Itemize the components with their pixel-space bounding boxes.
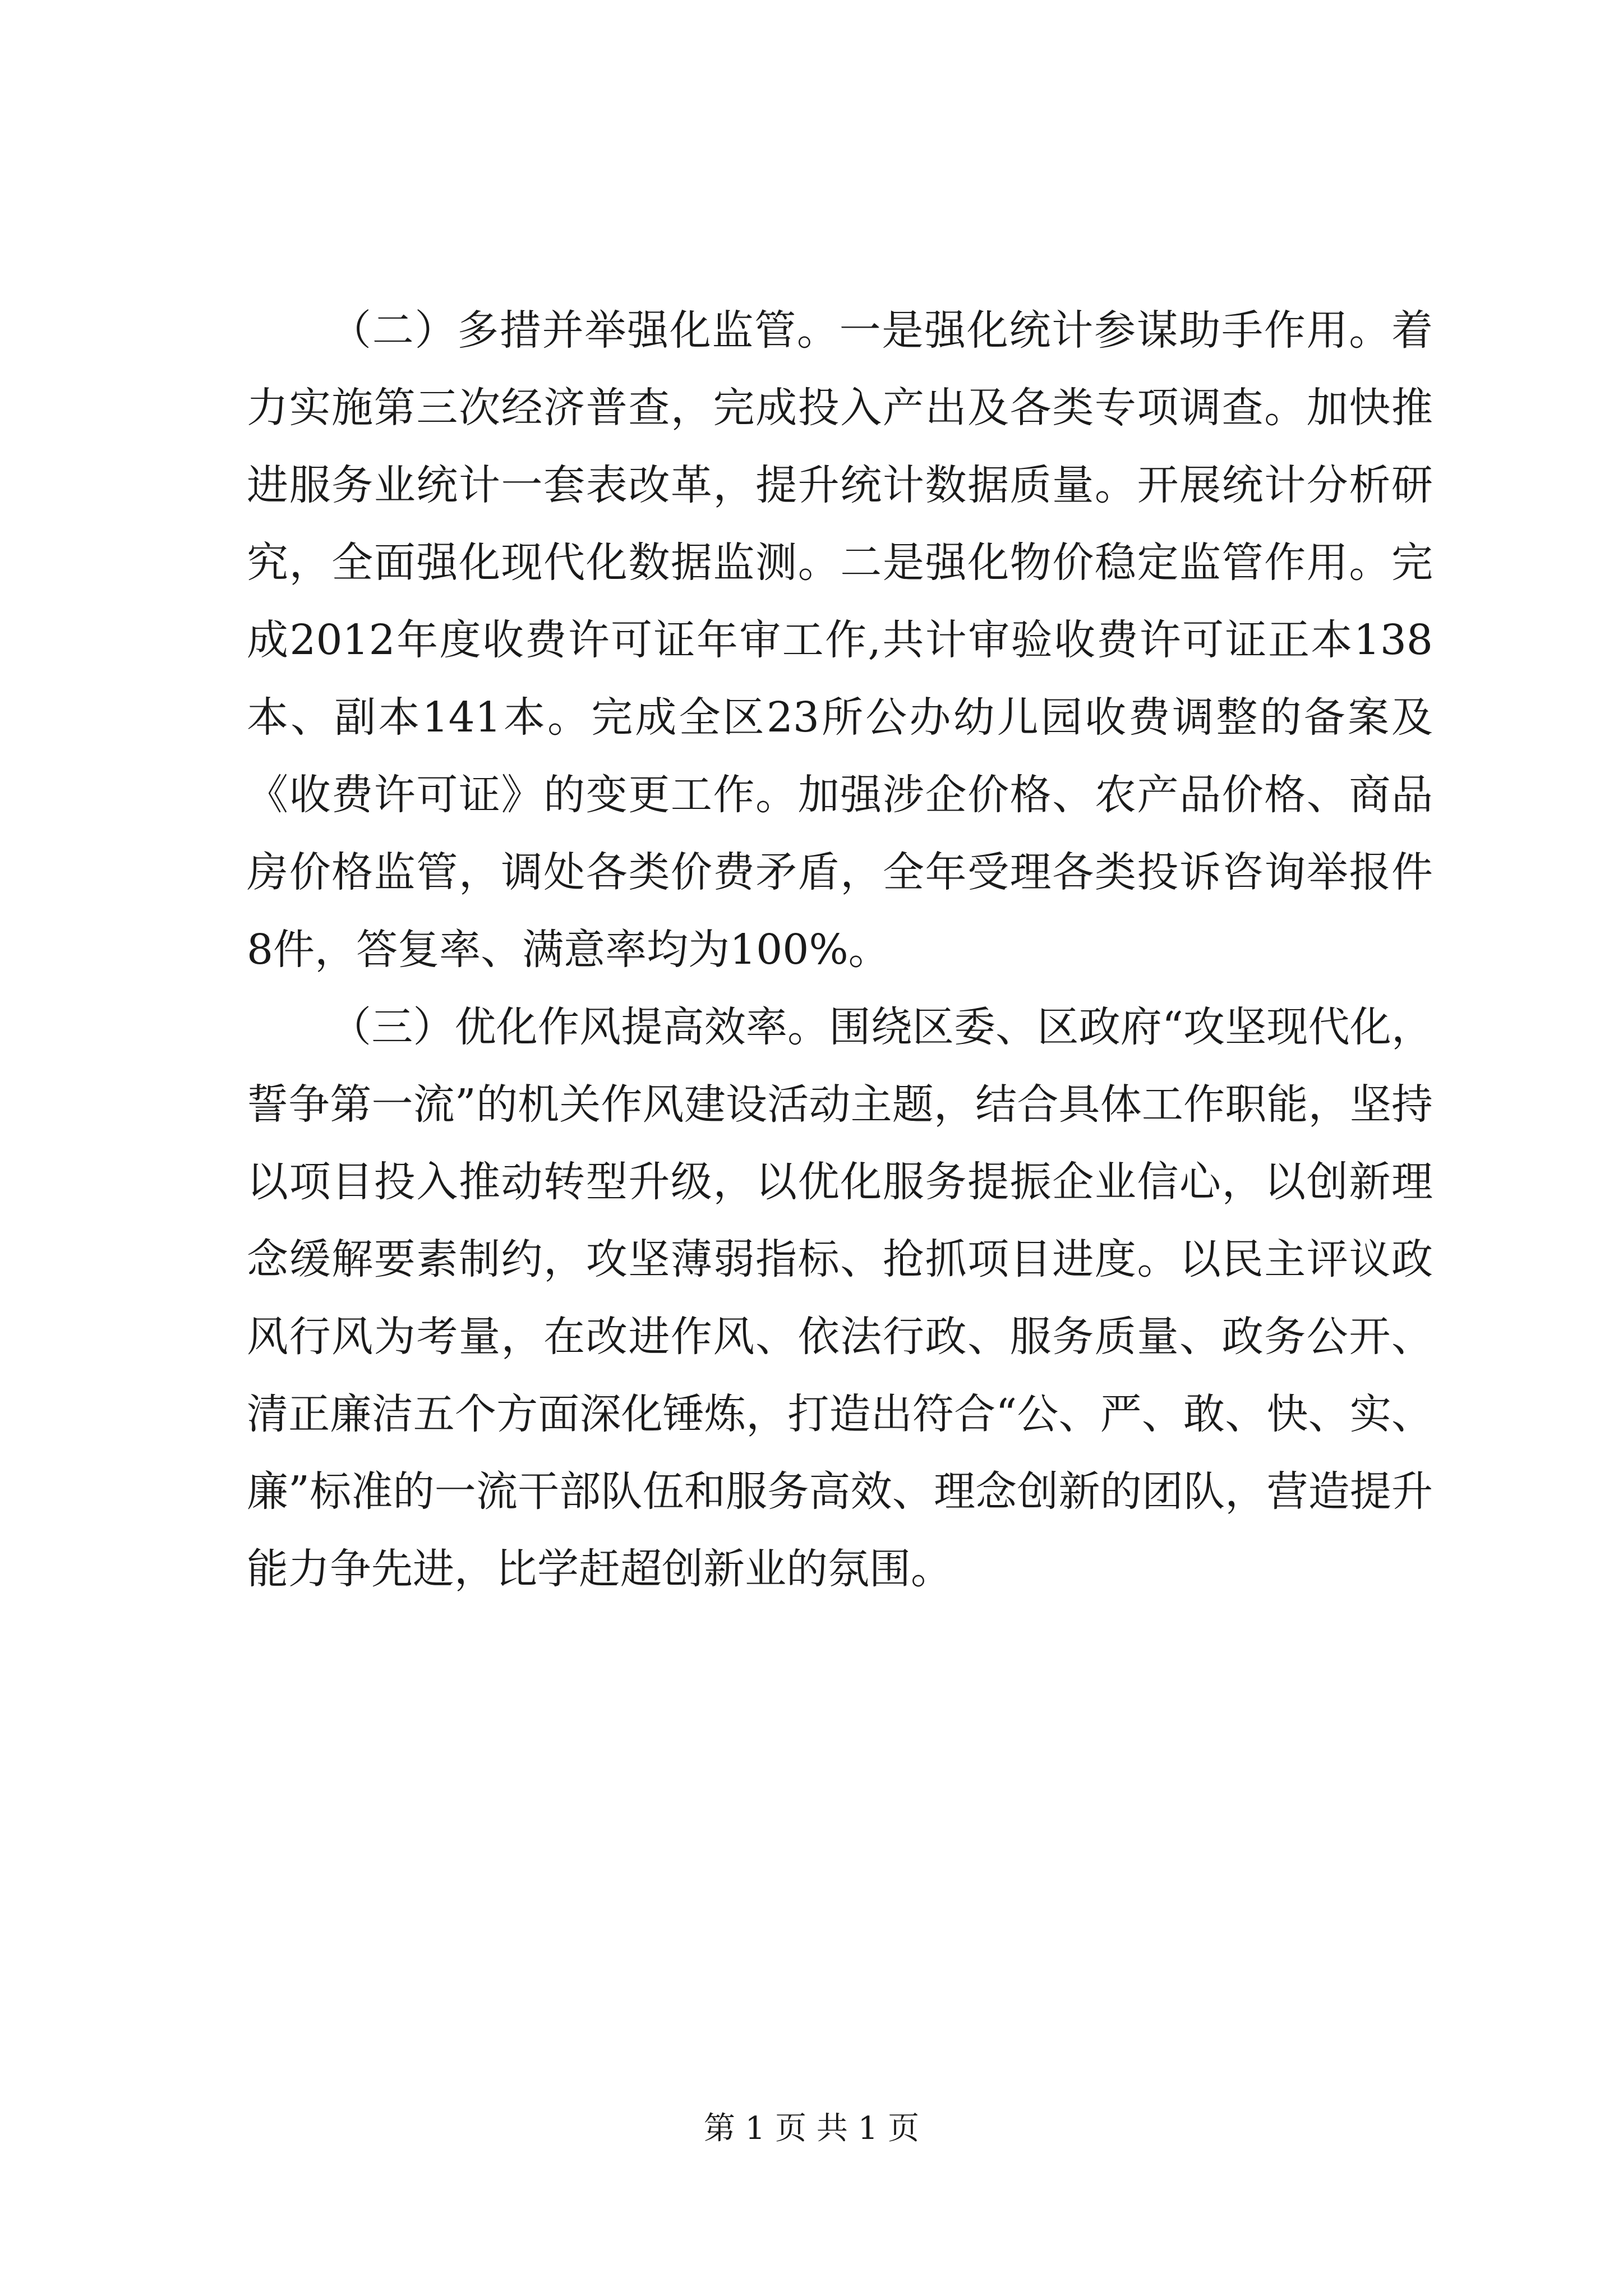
- paragraph-efficiency: （三）优化作风提高效率。围绕区委、区政府“攻坚现代化，誓争第一流”的机关作风建设活动主题，结合具体工作职能，坚持以项目投入推动转型升级，以优化服务提振企业信心，以创新理念缓解要素制约，攻坚薄弱指标、抢抓项目进度。以民主评议政风行风为考量，在改进作风、依法行政、服务质量、政务公开、清正廉洁五个方面深化锤炼，打造出符合“公、严、敢、快、实、廉”标准的一流干部队伍和服务高效、理念创新的团队，营造提升能力争先进，比学赶超创新业的氛围。: [247, 1003, 1433, 1593]
- page-footer: 第 1 页 共 1 页: [703, 2110, 920, 2147]
- paragraph-supervision: （二）多措并举强化监管。一是强化统计参谋助手作用。着力实施第三次经济普查，完成投入产出及各类专项调查。加快推进服务业统计一套表改革，提升统计数据质量。开展统计分析研究，全面强化现代化数据监测。二是强化物价稳定监管作用。完成2012年度收费许可证年审工作,共计审验收费许可证正本138本、副本141本。完成全区23所公办幼儿园收费调整的备案及《收费许可证》的变更工作。加强涉企价格、农产品价格、商品房价格监管，调处各类价费矛盾，全年受理各类投诉咨询举报件8件，答复率、满意率均为100%。: [247, 306, 1433, 974]
- document-body: [247, 292, 1433, 1608]
